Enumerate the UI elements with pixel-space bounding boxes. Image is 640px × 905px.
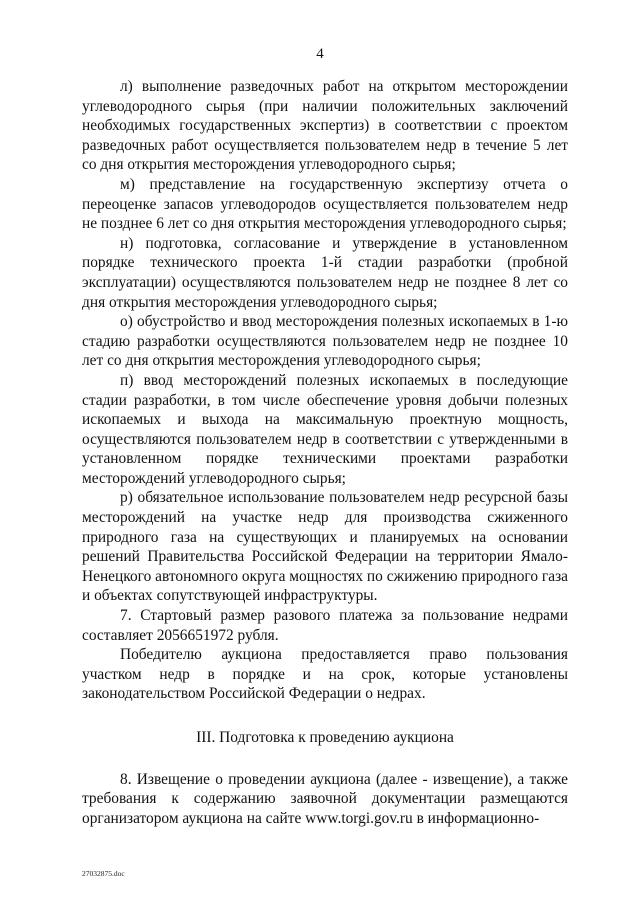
paragraph-r: р) обязательное использование пользователем недр ресурсной базы месторождений на участке недр для производства сжиженного природного газа на существующих и планируемых на основании решений Правительства Российской Федерации на территории Ямало-Ненецкого автономного округа мощностях по сжижению природного газа и объектах сопутствующей инфраструктуры. bbox=[82, 489, 568, 605]
footer-document-code: 27032875.doc bbox=[82, 869, 125, 878]
paragraph-p: п) ввод месторождений полезных ископаемых в последующие стадии разработки, в том числе обеспечение уровня добычи полезных ископаемых и выхода на максимальную проектную мощность, осуществляются пользователем недр в соответствии с утвержденными в установленном порядке техническими проектами разработки месторождений углеводородного сырья; bbox=[82, 371, 568, 487]
page-number: 4 bbox=[316, 46, 324, 62]
section-heading: III. Подготовка к проведению аукциона bbox=[196, 729, 454, 746]
paragraph-winner-rights: Победителю аукциона предоставляется право пользования участком недр в порядке и на срок, которые установлены законодательством Российской Федерации о недрах. bbox=[82, 646, 568, 703]
paragraph-l: л) выполнение разведочных работ на открытом месторождении углеводородного сырья (при наличии положительных заключений необходимых государственных экспертиз) в соответствии с проектом разведочных работ осуществляется пользователем недр в течение 5 лет со дня открытия месторождения углеводородного сырья; bbox=[82, 78, 568, 174]
document-body bbox=[82, 77, 568, 828]
paragraph-o: о) обустройство и ввод месторождения полезных ископаемых в 1-ю стадию разработки осуществляются пользователем недр не позднее 10 лет со дня открытия месторождения углеводородного сырья; bbox=[82, 313, 568, 370]
paragraph-starting-payment: 7. Стартовый размер разового платежа за пользование недрами составляет 2056651972 рубля. bbox=[82, 607, 568, 644]
paragraph-m: м) представление на государственную экспертизу отчета о переоценке запасов углеводородов осуществляется пользователем недр не позднее 6 лет со дня открытия месторождения углеводородного сырья; bbox=[82, 175, 568, 233]
paragraph-n: н) подготовка, согласование и утверждение в установленном порядке технического проекта 1-й стадии разработки (пробной эксплуатации) осуществляются пользователем недр не позднее 8 лет со дня открытия месторождения углеводородного сырья; bbox=[82, 234, 568, 311]
paragraph-notice: 8. Извещение о проведении аукциона (далее - извещение), а также требования к содержанию заявочной документации размещаются организатором аукциона на сайте www.torgi.gov.ru в информационно- bbox=[82, 770, 568, 827]
